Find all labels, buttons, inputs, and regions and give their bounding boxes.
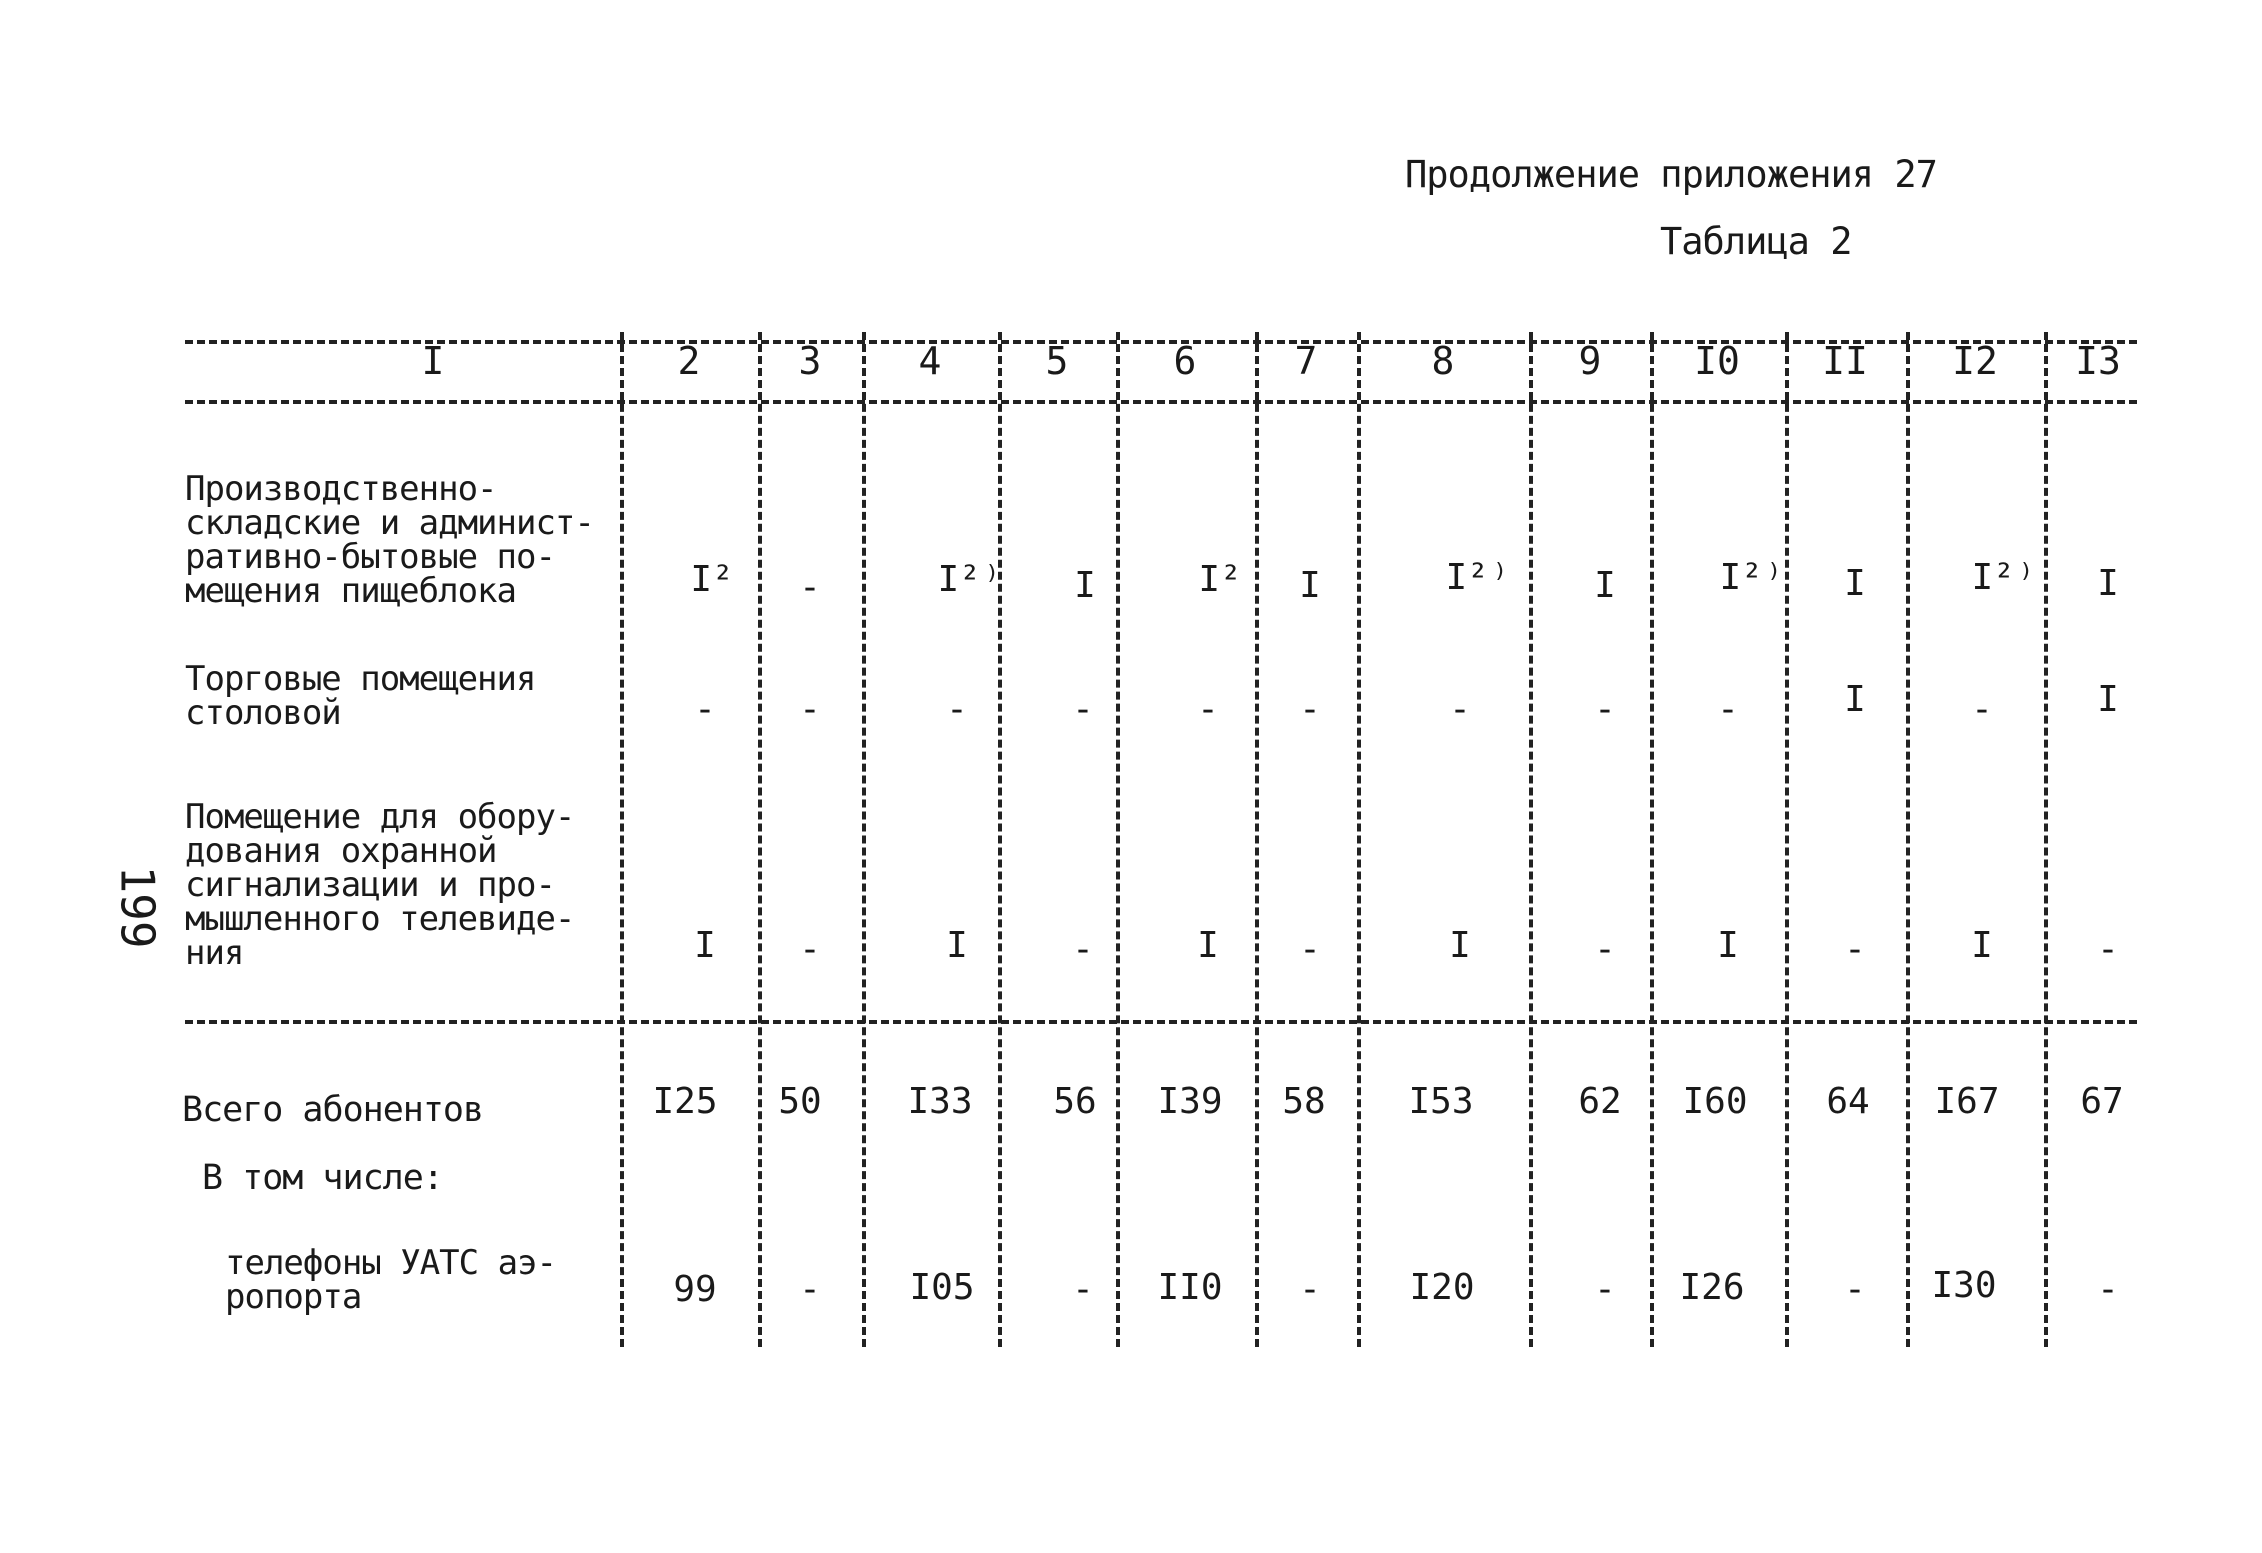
column-divider <box>1785 332 1789 1347</box>
column-header: I3 <box>2075 339 2121 383</box>
column-divider <box>1357 332 1361 1347</box>
totals-cell: 67 <box>2080 1081 2124 1122</box>
table-cell: - <box>1072 1269 1094 1310</box>
table-cell: I²⁾ <box>1719 557 1785 598</box>
table-cell: I² <box>690 559 734 600</box>
table-cell: I <box>2097 679 2119 720</box>
table-cell: I <box>1074 565 1096 606</box>
table-cell: - <box>1717 689 1739 730</box>
totals-cell: I39 <box>1157 1081 1223 1122</box>
table-cell: 99 <box>673 1269 717 1310</box>
table-cell: - <box>1072 689 1094 730</box>
table-cell: - <box>799 689 821 730</box>
table-cell: I26 <box>1679 1267 1745 1308</box>
table-cell: - <box>694 689 716 730</box>
totals-cell: 58 <box>1282 1081 1326 1122</box>
table-cell: I²⁾ <box>937 559 1003 600</box>
totals-cell: I67 <box>1934 1081 2000 1122</box>
column-divider <box>1116 332 1120 1347</box>
table-cell: - <box>799 567 821 608</box>
totals-label: Всего абонентов <box>182 1090 484 1130</box>
table-cell: - <box>1594 1269 1616 1310</box>
table-cell: - <box>799 929 821 970</box>
table-cell: I <box>1299 565 1321 606</box>
table-cell: I05 <box>909 1267 975 1308</box>
column-header: 9 <box>1578 339 1602 383</box>
column-divider <box>1529 332 1533 1347</box>
table-cell: I <box>1717 925 1739 966</box>
table-cell: - <box>1299 689 1321 730</box>
column-divider <box>2044 332 2048 1347</box>
row-label: телефоны УАТС аэ- ропорта <box>225 1243 556 1317</box>
column-divider <box>620 332 624 1347</box>
table-title: Таблица 2 <box>1660 220 1852 263</box>
column-divider <box>758 332 762 1347</box>
table-cell: I <box>1197 925 1219 966</box>
column-divider <box>998 332 1002 1347</box>
table-cell: I <box>1594 565 1616 606</box>
table-cell: - <box>2097 929 2119 970</box>
table-cell: - <box>1844 929 1866 970</box>
column-header: 5 <box>1045 339 1069 383</box>
table-cell: - <box>1299 1269 1321 1310</box>
table-cell: - <box>1299 929 1321 970</box>
column-divider <box>1650 332 1654 1347</box>
column-header: 4 <box>918 339 942 383</box>
table-cell: I <box>2097 563 2119 604</box>
table-cell: I <box>1971 925 1993 966</box>
table-cell: - <box>1449 689 1471 730</box>
header-bottom-rule <box>185 400 2137 404</box>
table-cell: - <box>1197 689 1219 730</box>
table-cell: I <box>946 925 968 966</box>
totals-cell: I53 <box>1408 1081 1474 1122</box>
totals-cell: 64 <box>1826 1081 1870 1122</box>
totals-cell: 50 <box>778 1081 822 1122</box>
table-cell: I <box>1844 679 1866 720</box>
table-cell: I²⁾ <box>1445 557 1511 598</box>
totals-separator-rule <box>185 1020 2137 1024</box>
column-divider <box>1906 332 1910 1347</box>
column-divider <box>1255 332 1259 1347</box>
table-cell: I <box>1449 925 1471 966</box>
column-header: I2 <box>1952 339 1998 383</box>
table-cell: - <box>1971 689 1993 730</box>
column-header: 3 <box>798 339 822 383</box>
column-header: 6 <box>1173 339 1197 383</box>
table-cell: I²⁾ <box>1971 557 2037 598</box>
totals-cell: I25 <box>652 1081 718 1122</box>
table-cell: I <box>694 925 716 966</box>
table-cell: I² <box>1198 559 1242 600</box>
row-label: Торговые помещения столовой <box>185 659 536 733</box>
totals-cell: I60 <box>1682 1081 1748 1122</box>
table-cell: II0 <box>1157 1267 1223 1308</box>
table-cell: I <box>1844 563 1866 604</box>
row-label: Производственно- складские и админист- ративно-бытовые по- мещения пищеблока <box>185 469 594 611</box>
table-cell: I20 <box>1409 1267 1475 1308</box>
totals-cell: I33 <box>907 1081 973 1122</box>
column-header: I0 <box>1694 339 1740 383</box>
column-header: 2 <box>677 339 701 383</box>
table-cell: - <box>2097 1269 2119 1310</box>
table-cell: I30 <box>1931 1265 1997 1306</box>
table-cell: - <box>1844 1269 1866 1310</box>
totals-cell: 56 <box>1053 1081 1097 1122</box>
column-divider <box>862 332 866 1347</box>
table-cell: - <box>1072 929 1094 970</box>
column-header: I <box>421 339 445 383</box>
page-number: 199 <box>110 865 165 949</box>
table-cell: - <box>1594 689 1616 730</box>
column-header: 7 <box>1294 339 1318 383</box>
table-cell: - <box>946 689 968 730</box>
row-label: Помещение для обору- дования охранной сигнализации и про- мышленного телевиде- ния <box>185 797 575 973</box>
totals-cell: 62 <box>1578 1081 1622 1122</box>
including-label: В том числе: <box>202 1158 443 1198</box>
continuation-caption: Продолжение приложения 27 <box>1405 153 1937 196</box>
table-cell: - <box>1594 929 1616 970</box>
column-header: II <box>1822 339 1868 383</box>
column-header: 8 <box>1431 339 1455 383</box>
table-cell: - <box>799 1269 821 1310</box>
